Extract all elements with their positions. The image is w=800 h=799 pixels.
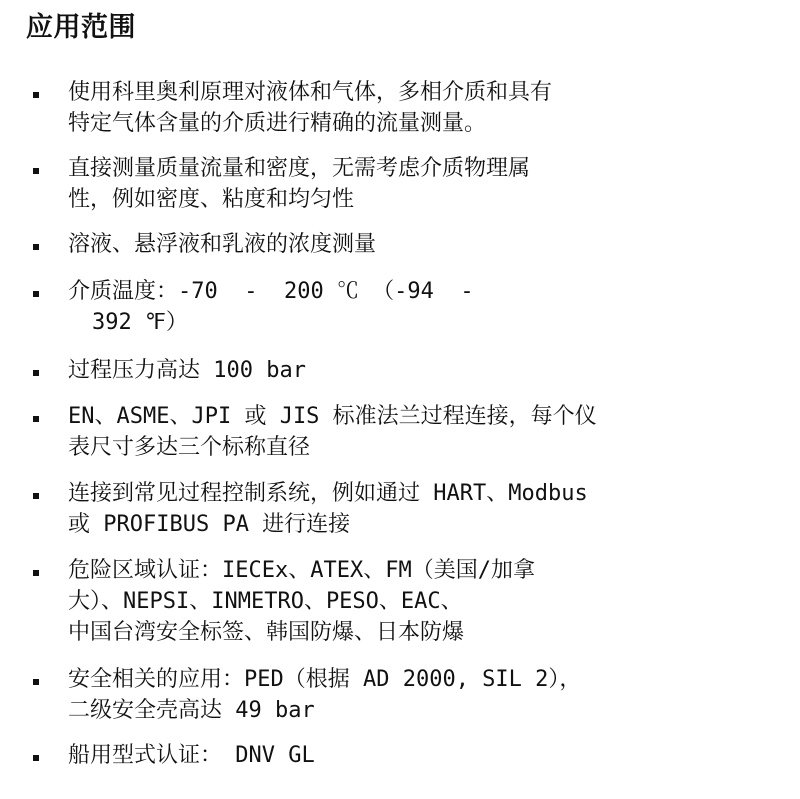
bullet-marker: [33, 570, 39, 576]
list-item-text-line: 二级安全壳高达 49 bar: [68, 698, 315, 723]
list-item-text-line: 392 ℉）: [92, 310, 188, 335]
bullet-marker: [33, 755, 39, 761]
list-item-text-line: 安全相关的应用：PED（根据 AD 2000, SIL 2），: [68, 667, 582, 692]
list-item-text-line: 直接测量质量流量和密度，无需考虑介质物理属: [68, 156, 531, 181]
list-item-text-line: 特定气体含量的介质进行精确的流量测量。: [68, 111, 487, 136]
list-item-text-line: 中国台湾安全标签、韩国防爆、日本防爆: [68, 620, 465, 645]
bullet-marker: [33, 493, 39, 499]
list-item-text-line: 使用科里奥利原理对液体和气体，多相介质和具有: [68, 80, 553, 105]
list-item-text-line: 大）、NEPSI、INMETRO、PESO、EAC、: [68, 589, 463, 614]
list-item-text-line: 介质温度：-70 - 200 ℃ （-94 -: [68, 279, 474, 304]
bullet-marker: [33, 679, 39, 685]
bullet-marker: [33, 370, 39, 376]
section-title: 应用范围: [26, 12, 136, 43]
bullet-marker: [33, 244, 39, 250]
list-item-text-line: 连接到常见过程控制系统，例如通过 HART、Modbus: [68, 481, 588, 506]
bullet-marker: [33, 168, 39, 174]
bullet-marker: [33, 291, 39, 297]
list-item-text-line: EN、ASME、JPI 或 JIS 标准法兰过程连接，每个仪: [68, 404, 597, 429]
list-item-text-line: 溶液、悬浮液和乳液的浓度测量: [68, 232, 377, 257]
list-item-text-line: 性，例如密度、粘度和均匀性: [68, 187, 355, 212]
bullet-marker: [33, 416, 39, 422]
list-item-text-line: 危险区域认证：IECEx、ATEX、FM（美国/加拿: [68, 558, 535, 583]
bullet-marker: [33, 92, 39, 98]
list-item-text-line: 表尺寸多达三个标称直径: [68, 435, 311, 460]
list-item-text-line: 船用型式认证： DNV GL: [68, 743, 315, 768]
list-item-text-line: 或 PROFIBUS PA 进行连接: [68, 512, 351, 537]
list-item-text-line: 过程压力高达 100 bar: [68, 358, 306, 383]
